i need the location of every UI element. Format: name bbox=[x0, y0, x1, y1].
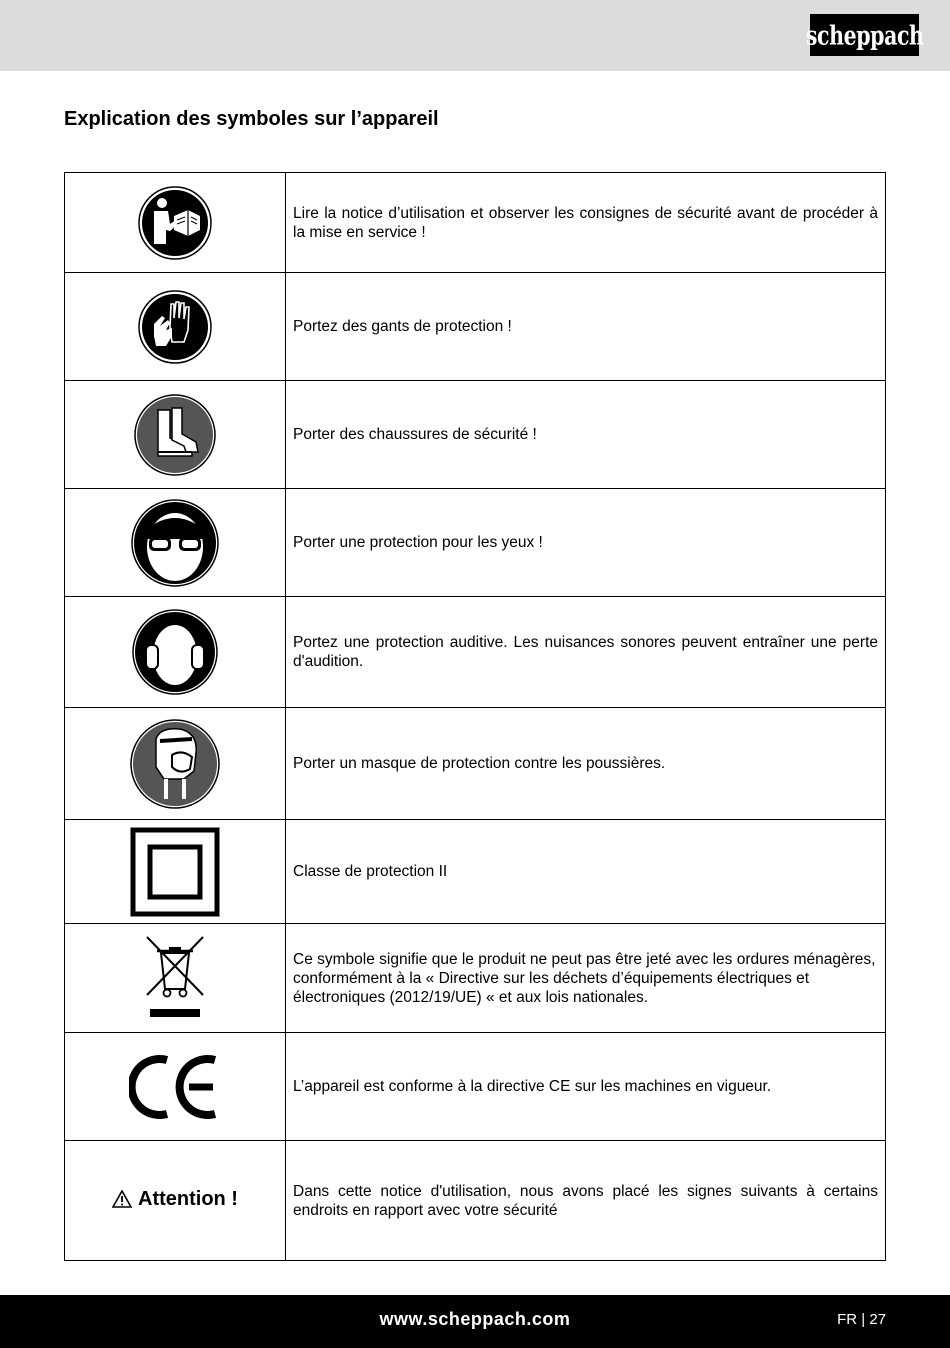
page-number: 27 bbox=[869, 1311, 886, 1328]
symbol-cell bbox=[65, 924, 286, 1033]
gloves-icon bbox=[138, 290, 212, 364]
symbol-cell bbox=[65, 381, 286, 489]
table-row bbox=[65, 1141, 886, 1261]
footer-url: www.scheppach.com bbox=[379, 1309, 571, 1329]
table-row bbox=[65, 708, 886, 820]
symbol-cell bbox=[65, 489, 286, 597]
symbols-table bbox=[64, 172, 886, 1261]
description-cell: Portez une protection auditive. Les nuisances sonores peuvent entraîner une perte d'audition. bbox=[286, 597, 886, 708]
dust-mask-icon bbox=[130, 719, 220, 809]
table-row bbox=[65, 173, 886, 273]
description-cell: Ce symbole signifie que le produit ne peut pas être jeté avec les ordures ménagères, conformément à la « Directive sur les déchets d’équipements électriques et électroniques (2012/19/UE) « et aux lois nationales. bbox=[286, 924, 886, 1033]
header-band bbox=[0, 0, 950, 71]
symbol-cell bbox=[65, 708, 286, 820]
warning-triangle-icon bbox=[112, 1190, 132, 1208]
hearing-protection-icon bbox=[132, 609, 218, 695]
description-cell: Porter une protection pour les yeux ! bbox=[286, 489, 886, 597]
footer bbox=[0, 1295, 950, 1348]
symbol-cell bbox=[65, 173, 286, 273]
ce-mark-icon bbox=[129, 1054, 221, 1120]
table-row bbox=[65, 273, 886, 381]
protection-class-2-icon bbox=[130, 827, 220, 917]
separator: | bbox=[861, 1311, 866, 1328]
description-cell: L’appareil est conforme à la directive CE sur les machines en vigueur. bbox=[286, 1033, 886, 1141]
page-title: Explication des symboles sur l’appareil bbox=[64, 108, 439, 130]
symbol-cell bbox=[65, 1033, 286, 1141]
eye-protection-icon bbox=[131, 499, 219, 587]
table-row bbox=[65, 820, 886, 924]
symbol-cell bbox=[65, 820, 286, 924]
weee-crossed-bin-icon bbox=[145, 935, 205, 1021]
table-row bbox=[65, 924, 886, 1033]
description-cell: Portez des gants de protection ! bbox=[286, 273, 886, 381]
table-row bbox=[65, 597, 886, 708]
table-row bbox=[65, 1033, 886, 1141]
description-cell: Dans cette notice d'utilisation, nous avons placé les signes suivants à certains endroits en rapport avec votre sécurité bbox=[286, 1141, 886, 1261]
description-cell: Classe de protection II bbox=[286, 820, 886, 924]
symbol-cell bbox=[65, 273, 286, 381]
description-cell: Porter un masque de protection contre les poussières. bbox=[286, 708, 886, 820]
safety-boots-icon bbox=[134, 394, 216, 476]
language-code: FR bbox=[837, 1311, 858, 1328]
page-indicator bbox=[837, 1311, 886, 1328]
brand-logo: scheppach bbox=[810, 14, 919, 56]
description-cell: Lire la notice d’utilisation et observer les consignes de sécurité avant de procéder à la mise en service ! bbox=[286, 173, 886, 273]
attention-label: Attention ! bbox=[112, 1188, 238, 1211]
symbol-cell bbox=[65, 597, 286, 708]
description-cell: Porter des chaussures de sécurité ! bbox=[286, 381, 886, 489]
table-row bbox=[65, 381, 886, 489]
table-row bbox=[65, 489, 886, 597]
read-manual-icon bbox=[138, 186, 212, 260]
symbol-cell bbox=[65, 1141, 286, 1261]
